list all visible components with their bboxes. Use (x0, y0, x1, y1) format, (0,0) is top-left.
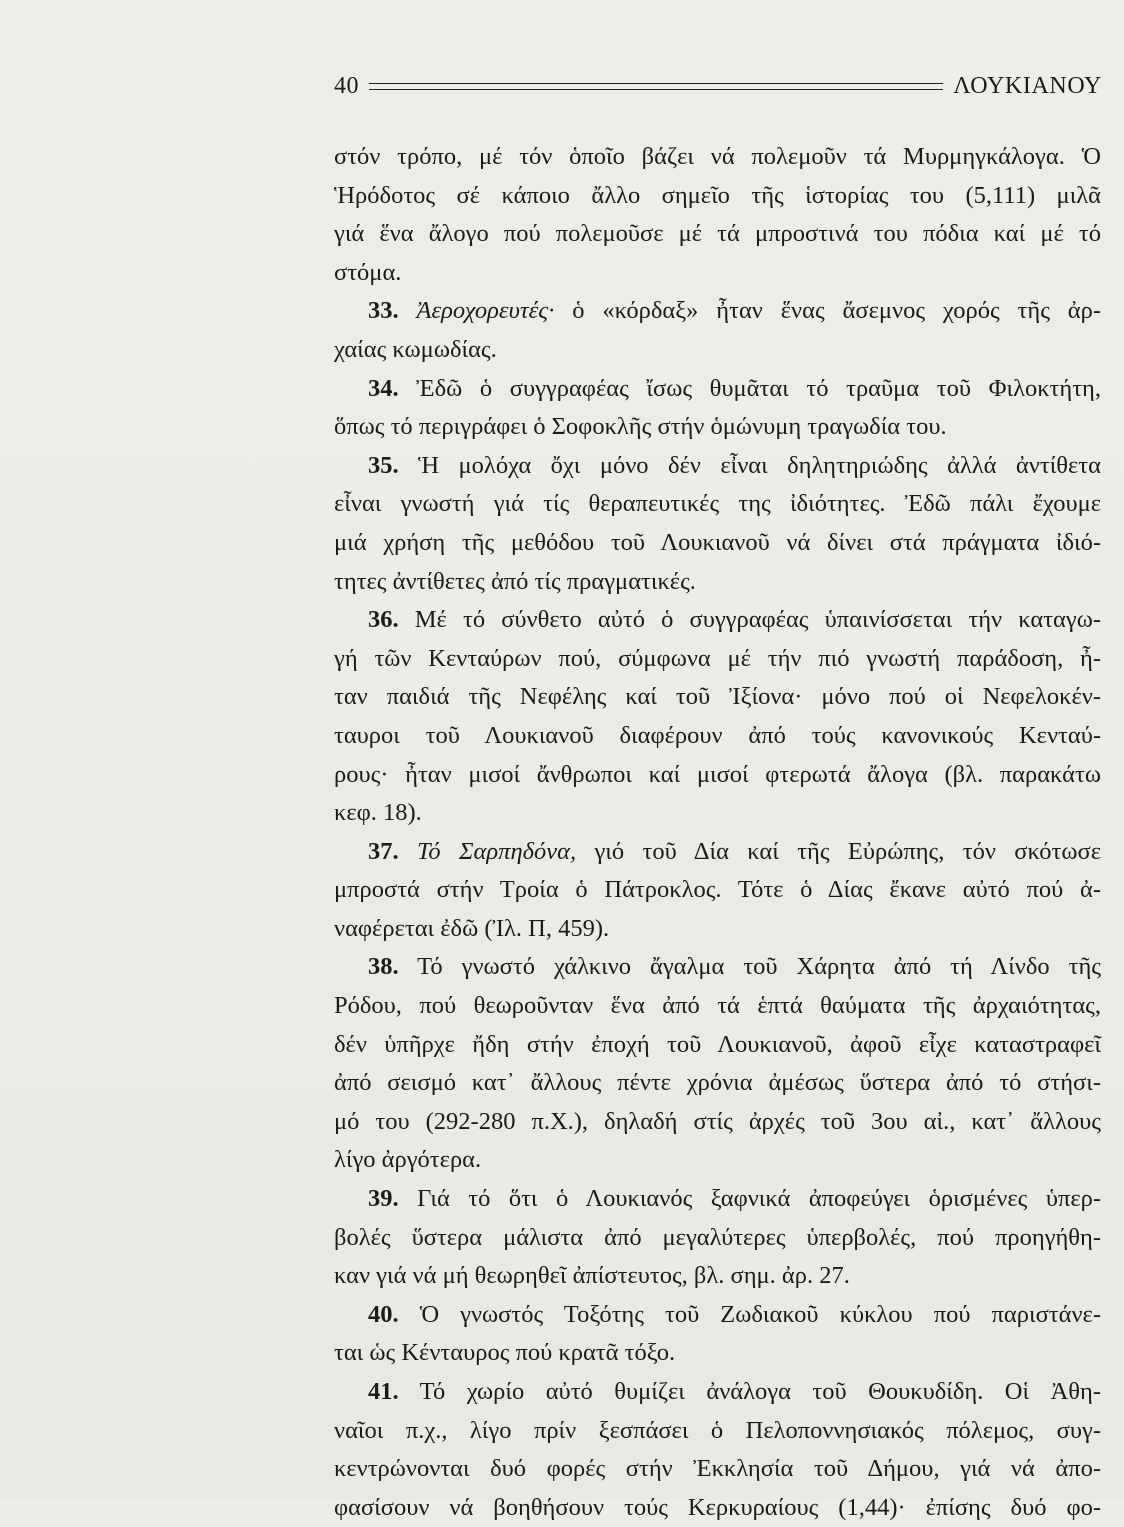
italic-term: Ἀεροχορευτές· (416, 297, 555, 325)
line-text: Τό γνωστό χάλκινο ἄγαλμα τοῦ Χάρητα ἀπό τή Λίνδο τῆς (398, 953, 1101, 981)
line-text: γή τῶν Κενταύρων πού, σύμφωνα μέ τήν πιό γνωστή παράδοση, ἦ- (334, 644, 1101, 672)
line-text: στόμα. (334, 258, 402, 286)
text-line (334, 215, 1101, 254)
text-line (334, 794, 1101, 833)
note-line-36 (334, 601, 1101, 640)
text-line (334, 138, 1101, 177)
note-line-37 (334, 833, 1101, 872)
line-text: Ἡ μολόχα ὄχι μόνο δέν εἶναι δηλητηριώδης ἀλλά ἀντίθετα (398, 451, 1101, 479)
note-number: 36. (368, 606, 399, 634)
running-header (334, 68, 1102, 104)
text-line (334, 563, 1101, 602)
note-number: 34. (368, 374, 399, 402)
note-line-35 (334, 447, 1101, 486)
running-title: ΛΟΥΚΙΑΝΟΥ (953, 72, 1102, 99)
note-number: 41. (368, 1378, 399, 1405)
note-line-39 (334, 1180, 1101, 1219)
line-text: Μέ τό σύνθετο αὐτό ὁ συγγραφέας ὑπαινίσσεται τήν καταγω- (398, 606, 1101, 634)
line-text: λίγο ἀργότερα. (334, 1146, 482, 1174)
header-double-rule (369, 83, 943, 90)
text-line (334, 177, 1101, 216)
note-number: 35. (368, 451, 399, 479)
text-line (334, 408, 1101, 447)
line-text: γιά ἕνα ἄλογο πού πολεμοῦσε μέ τά μπροστινά του πόδια καί μέ τό (334, 220, 1101, 248)
notes-body (334, 138, 1101, 1527)
text-line (334, 871, 1101, 910)
note-line-34 (334, 370, 1101, 409)
note-line-38 (334, 948, 1101, 987)
line-text: μιά χρήση τῆς μεθόδου τοῦ Λουκιανοῦ νά δίνει στά πράγματα ἰδιό- (334, 528, 1101, 556)
line-text: ρους· ἦταν μισοί ἄνθρωποι καί μισοί φτερωτά ἄλογα (βλ. παρακάτω (334, 760, 1101, 788)
line-text: Ρόδου, πού θεωροῦνταν ἕνα ἀπό τά ἑπτά θαύματα τῆς ἀρχαιότητας, (334, 992, 1101, 1020)
text-line (334, 756, 1101, 795)
text-line (334, 1257, 1101, 1296)
text-line (334, 717, 1101, 756)
line-text: ἀπό σεισμό κατ᾽ ἄλλους πέντε χρόνια ἀμέσως ὕστερα ἀπό τό στήσι- (334, 1069, 1101, 1097)
text-line (334, 1026, 1101, 1065)
line-text: Τό χωρίο αὐτό θυμίζει ἀνάλογα τοῦ Θουκυδίδη. Οἱ Ἀθη- (398, 1378, 1101, 1405)
text-line (334, 987, 1101, 1026)
text-line (334, 1450, 1101, 1489)
note-number: 38. (368, 953, 399, 981)
line-text: γιό τοῦ Δία καί τῆς Εὐρώπης, τόν σκότωσε (576, 837, 1101, 865)
note-number: 40. (368, 1300, 399, 1328)
line-text: καν γιά νά μή θεωρηθεῖ ἀπίστευτος, βλ. σημ. ἀρ. 27. (334, 1262, 850, 1290)
line-text: ναῖοι π.χ., λίγο πρίν ξεσπάσει ὁ Πελοποννησιακός πόλεμος, συγ- (334, 1416, 1101, 1444)
text-line (334, 331, 1101, 370)
line-text: βολές ὕστερα μάλιστα ἀπό μεγαλύτερες ὑπερβολές, πού προηγήθη- (334, 1223, 1101, 1251)
text-line (334, 1219, 1101, 1258)
text-line (334, 524, 1101, 563)
text-line (334, 1489, 1101, 1527)
line-text: τητες ἀντίθετες ἀπό τίς πραγματικές. (334, 567, 696, 595)
text-line (334, 1064, 1101, 1103)
line-text: ναφέρεται ἐδῶ (Ἰλ. Π, 459). (334, 914, 610, 942)
line-text: φασίσουν νά βοηθήσουν τούς Κερκυραίους (1,44)· ἐπίσης δυό φο- (334, 1493, 1101, 1521)
line-text: εἶναι γνωστή γιά τίς θεραπευτικές της ἰδιότητες. Ἐδῶ πάλι ἔχουμε (334, 490, 1101, 518)
line-text: Ἡρόδοτος σέ κάποιο ἄλλο σημεῖο τῆς ἱστορίας του (5,111) μιλᾶ (334, 181, 1101, 209)
line-text: μπροστά στήν Τροία ὁ Πάτροκλος. Τότε ὁ Δίας ἔκανε αὐτό πού ἀ- (334, 876, 1101, 904)
note-number: 33. (368, 297, 399, 325)
note-line-41 (334, 1373, 1101, 1412)
line-text: ὅπως τό περιγράφει ὁ Σοφοκλῆς στήν ὁμώνυμη τραγωδία του. (334, 413, 947, 441)
line-text: στόν τρόπο, μέ τόν ὁποῖο βάζει νά πολεμοῦν τά Μυρμηγκάλογα. Ὁ (334, 143, 1101, 170)
italic-term: Τό Σαρπηδόνα, (416, 837, 577, 865)
text-line (334, 1412, 1101, 1451)
text-line (334, 254, 1101, 293)
note-number: 37. (368, 837, 399, 865)
line-text: Ἐδῶ ὁ συγγραφέας ἴσως θυμᾶται τό τραῦμα τοῦ Φιλοκτήτη, (398, 374, 1101, 402)
text-line (334, 910, 1101, 949)
line-text: κεφ. 18). (334, 799, 422, 827)
line-text: δέν ὑπῆρχε ἤδη στήν ἐποχή τοῦ Λουκιανοῦ, ἀφοῦ εἶχε καταστραφεῖ (334, 1030, 1101, 1058)
note-line-40 (334, 1296, 1101, 1335)
line-text: ται ὡς Κένταυρος πού κρατᾶ τόξο. (334, 1339, 676, 1367)
text-line (334, 1334, 1101, 1373)
line-text: Γιά τό ὅτι ὁ Λουκιανός ξαφνικά ἀποφεύγει ὁρισμένες ὑπερ- (398, 1185, 1101, 1213)
line-text: κεντρώνονται δυό φορές στήν Ἐκκλησία τοῦ Δήμου, γιά νά ἀπο- (334, 1455, 1101, 1483)
note-number: 39. (368, 1185, 399, 1213)
line-text: Ὁ γνωστός Τοξότης τοῦ Ζωδιακοῦ κύκλου πού παριστάνε- (398, 1300, 1101, 1328)
line-text: μό του (292-280 π.Χ.), δηλαδή στίς ἀρχές τοῦ 3ου αἰ., κατ᾽ ἄλλους (334, 1107, 1101, 1135)
page-number: 40 (334, 72, 359, 99)
text-line (334, 1103, 1101, 1142)
line-text: ταν παιδιά τῆς Νεφέλης καί τοῦ Ἰξίονα· μόνο πού οἱ Νεφελοκέν- (334, 683, 1101, 711)
note-line-33 (334, 292, 1101, 331)
text-line (334, 678, 1101, 717)
text-line (334, 485, 1101, 524)
text-line (334, 640, 1101, 679)
line-text: ταυροι τοῦ Λουκιανοῦ διαφέρουν ἀπό τούς κανονικούς Κενταύ- (334, 721, 1101, 749)
line-text: ὁ «κόρδαξ» ἦταν ἕνας ἄσεμνος χορός τῆς ἀρ- (554, 297, 1102, 325)
line-text: χαίας κωμωδίας. (334, 335, 497, 363)
text-line (334, 1141, 1101, 1180)
